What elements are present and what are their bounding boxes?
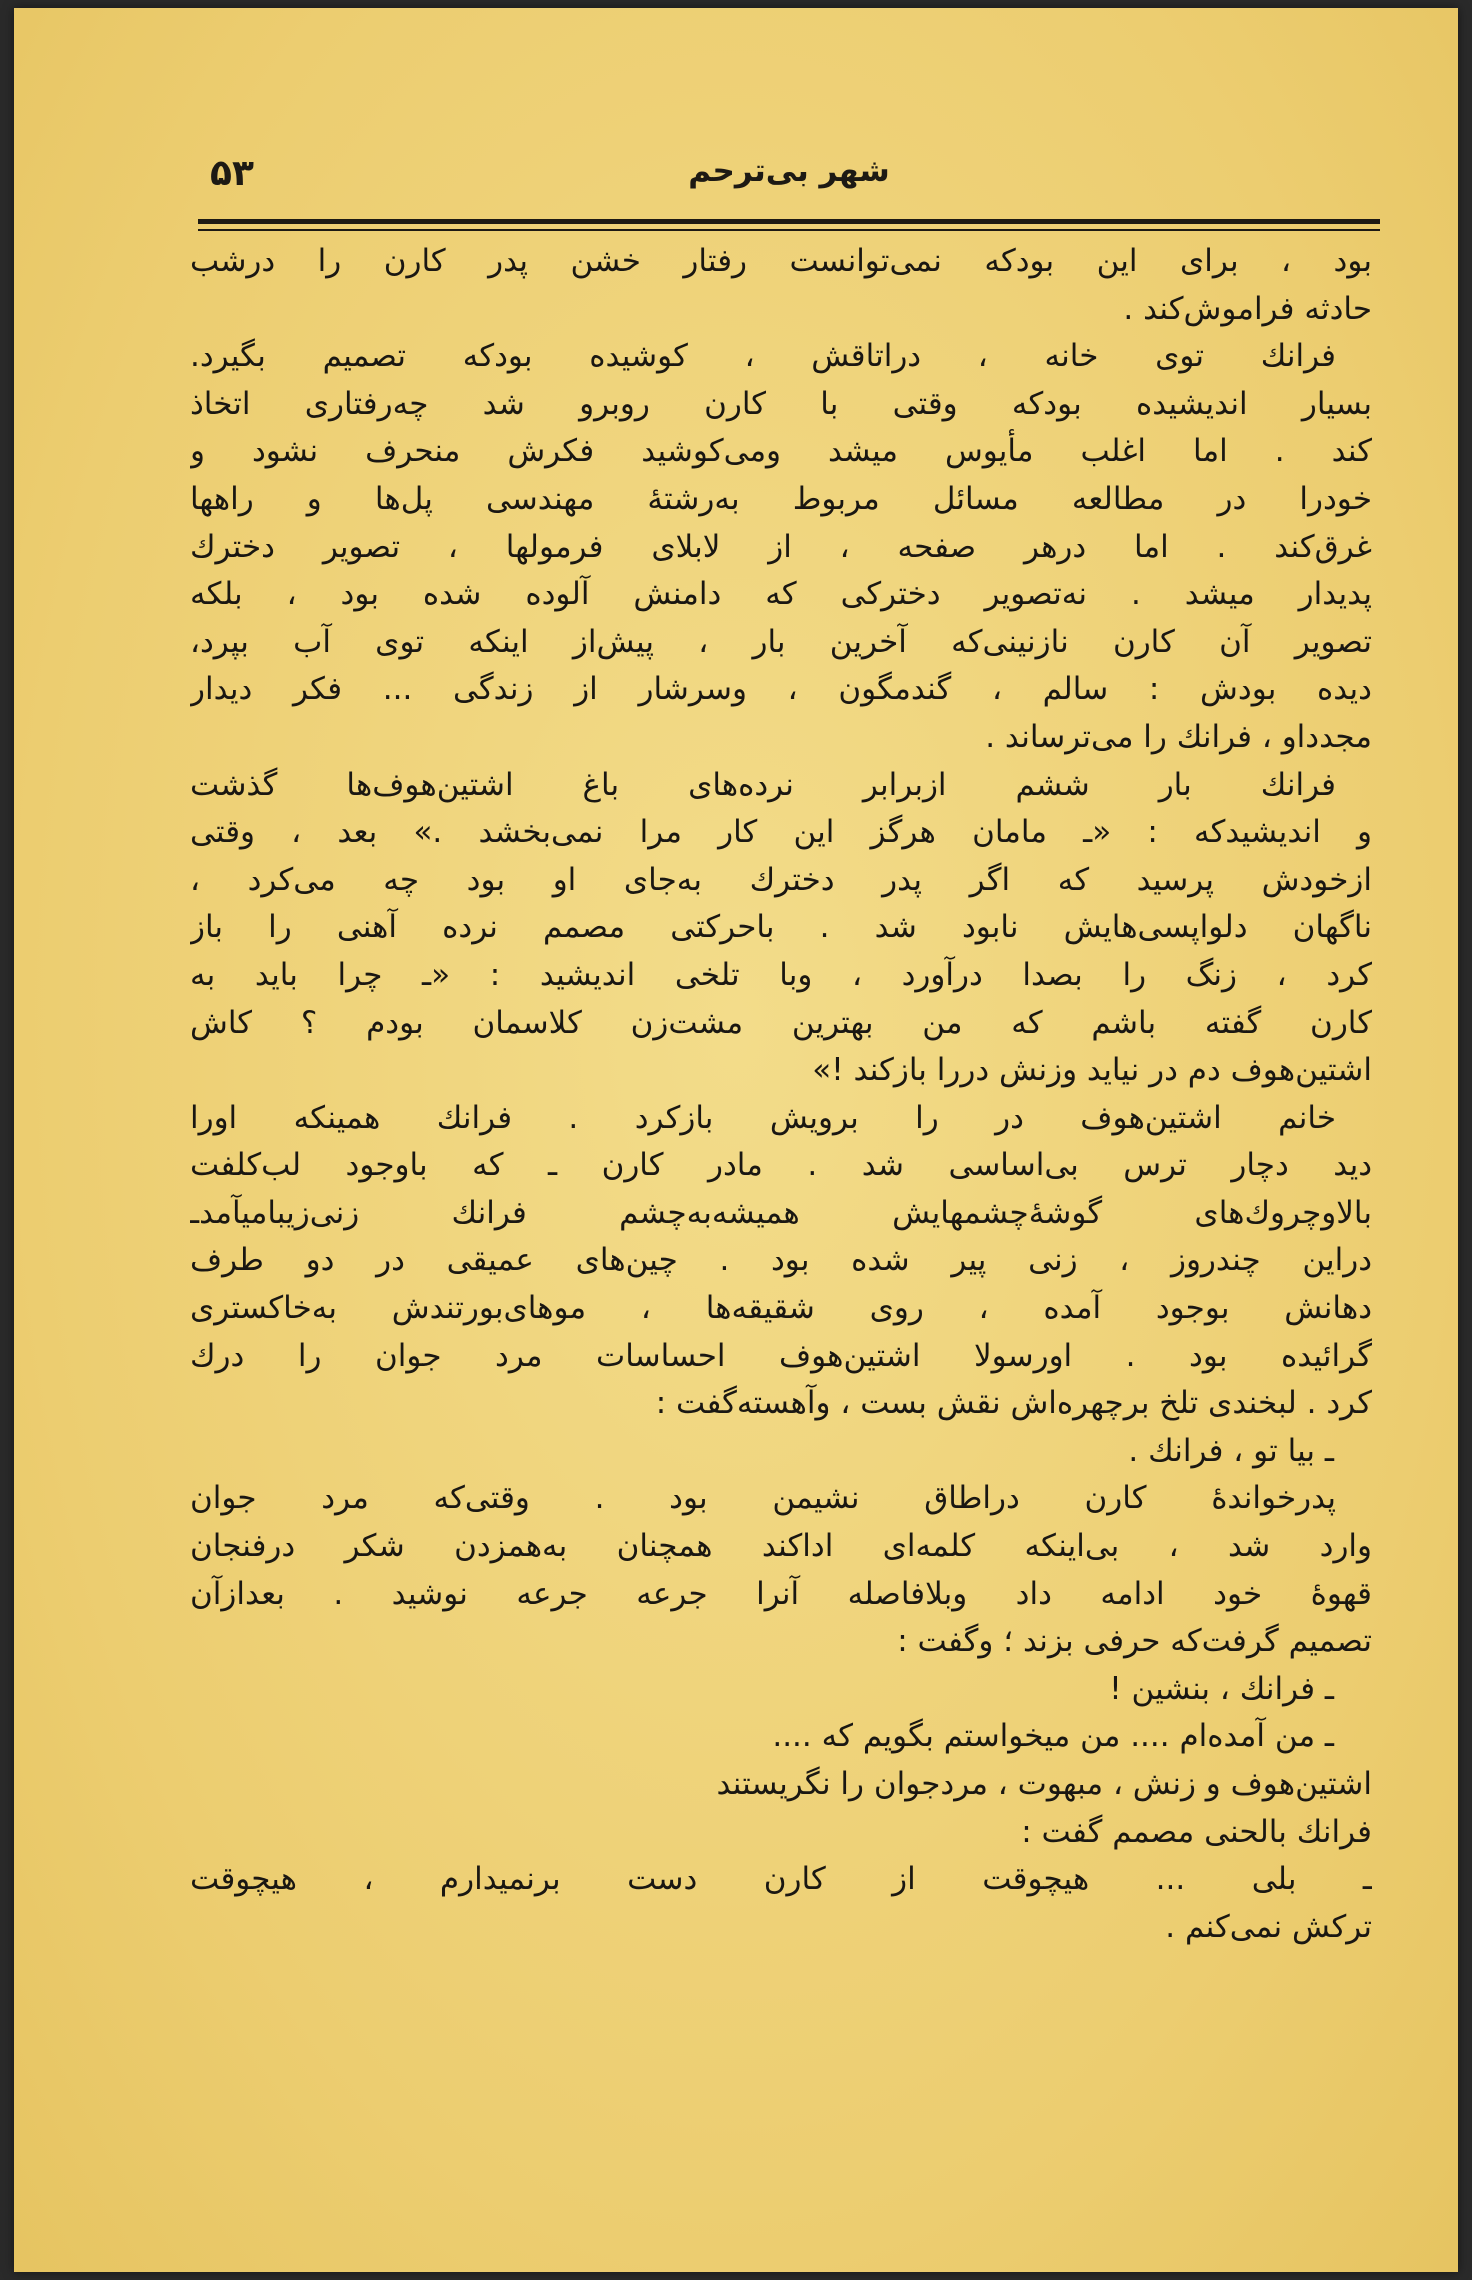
- text-line: بالاوچروك‌های گوشهٔ‌چشمهایش همیشه‌به‌چشم فرانك زنی‌زیبامیآمدـ: [190, 1194, 1372, 1231]
- text-line: گرائیده بود . اورسولا اشتین‌هوف احساسات مرد جوان را درك: [190, 1337, 1372, 1374]
- page-number: ۵۳: [210, 153, 254, 194]
- text-line: فرانك بالحنی مصمم گفت :: [1021, 1813, 1372, 1850]
- text-line: ـ بیا تو ، فرانك .: [1128, 1432, 1334, 1469]
- text-line: کرد . لبخندی تلخ برچهره‌اش نقش بست ، وآهسته‌گفت :: [655, 1385, 1372, 1422]
- text-line: دید دچار ترس بی‌اساسی شد . مادر کارن ـ که باوجود لب‌کلفت: [190, 1147, 1372, 1184]
- text-line: پدیدار میشد . نه‌تصویر دخترکی که دامنش آلوده شده بود ، بلکه: [190, 576, 1372, 613]
- body-text: [190, 238, 1372, 1951]
- text-line: ـ من آمده‌ام .... من میخواستم بگویم که ....: [772, 1718, 1334, 1755]
- text-line: و اندیشیدکه : «ـ مامان هرگز این کار مرا نمی‌بخشد .» بعد ، وقتی: [190, 814, 1372, 851]
- text-line: خودرا در مطالعه مسائل مربوط به‌رشتهٔ مهندسی پل‌ها و راهها: [190, 480, 1372, 517]
- text-line: کارن گفته باشم که من بهترین مشت‌زن کلاسمان بودم ؟ کاش: [190, 1004, 1372, 1041]
- text-line: مجدداو ، فرانك را می‌ترساند .: [985, 718, 1372, 755]
- text-line: خانم اشتین‌هوف در را برویش بازکرد . فرانك همینکه اورا: [190, 1099, 1336, 1136]
- text-line: فرانك بار ششم ازبرابر نرده‌های باغ اشتین‌هوف‌ها گذشت: [190, 766, 1336, 803]
- text-line: کند . اما اغلب مأیوس میشد ومی‌کوشید فکرش منحرف نشود و: [190, 433, 1372, 470]
- text-line: حادثه فراموش‌کند .: [1123, 290, 1372, 327]
- text-line: ـ فرانك ، بنشین !: [1109, 1670, 1334, 1707]
- text-line: بود ، برای این بودکه نمی‌توانست رفتار خشن پدر کارن را درشب: [190, 243, 1372, 279]
- text-line: تصویر آن کارن نازنینی‌که آخرین بار ، پیش‌از اینکه توی آب بپرد،: [190, 623, 1372, 660]
- text-line: کرد ، زنگ را بصدا درآورد ، وبا تلخی اندیشید : «ـ چرا باید به: [190, 956, 1372, 993]
- text-line: تصمیم گرفت‌که حرفی بزند ؛ وگفت :: [897, 1623, 1372, 1660]
- text-line: دیده بودش : سالم ، گندمگون ، وسرشار از زندگی ... فکر دیدار: [190, 671, 1372, 708]
- text-line: ازخودش پرسید که اگر پدر دخترك به‌جای او بود چه می‌کرد ،: [190, 861, 1372, 898]
- running-title: شهر بی‌ترحم: [688, 153, 890, 189]
- text-line: پدرخواندهٔ کارن دراطاق نشیمن بود . وقتی‌که مرد جوان: [190, 1480, 1336, 1517]
- text-line: دراین چندروز ، زنی پیر شده بود . چین‌های عمیقی در دو طرف: [190, 1242, 1372, 1279]
- text-line: غرق‌کند . اما درهر صفحه ، از لابلای فرمولها ، تصویر دخترك: [190, 528, 1372, 565]
- header-rule-thin: [198, 229, 1380, 231]
- text-line: بسیار اندیشیده بودکه وقتی با کارن روبرو شد چه‌رفتاری اتخاذ: [190, 385, 1372, 422]
- text-line: فرانك توی خانه ، دراتاقش ، کوشیده بودکه تصمیم بگیرد.: [190, 338, 1336, 375]
- text-line: ناگهان دلواپسی‌هایش نابود شد . باحرکتی مصمم نرده آهنی را باز: [190, 909, 1372, 946]
- text-line: اشتین‌هوف و زنش ، مبهوت ، مردجوان را نگریستند: [716, 1766, 1372, 1802]
- text-line: وارد شد ، بی‌اینکه کلمه‌ای اداکند همچنان به‌همزدن شکر درفنجان: [190, 1528, 1372, 1565]
- text-line: ـ بلی ... هیچوقت از کارن دست برنمیدارم ، هیچوقت: [190, 1861, 1372, 1898]
- text-line: دهانش بوجود آمده ، روی شقیقه‌ها ، موهای‌بورتندش به‌خاکستری: [190, 1290, 1372, 1327]
- header-rule-thick: [198, 219, 1380, 224]
- text-line: ترکش نمی‌کنم .: [1165, 1908, 1372, 1945]
- text-line: اشتین‌هوف دم در نیاید وزنش دررا بازکند !»: [812, 1052, 1372, 1089]
- text-line: قهوهٔ خود ادامه داد وبلافاصله آنرا جرعه جرعه نوشید . بعدازآن: [190, 1575, 1372, 1612]
- page-header: [198, 143, 1380, 213]
